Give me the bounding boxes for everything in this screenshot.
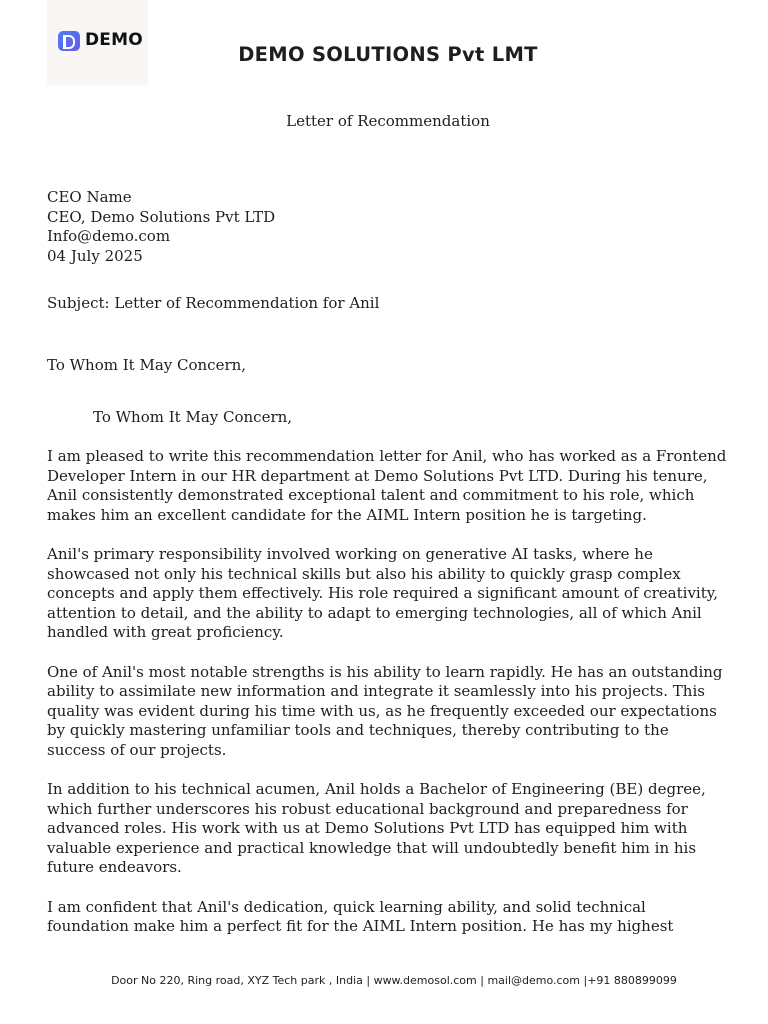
sender-block	[47, 188, 727, 266]
letter-body	[47, 447, 727, 957]
company-name: DEMO SOLUTIONS Pvt LMT	[238, 43, 538, 66]
body-paragraph: In addition to his technical acumen, Anil holds a Bachelor of Engineering (BE) degree, which further underscores his robust educational background and preparedness for advanced roles. His work with us at Demo Solutions Pvt LTD has equipped him with valuable experience and practical knowledge that will undoubtedly benefit him in his future endeavors.	[47, 780, 706, 877]
body-paragraph: I am pleased to write this recommendation letter for Anil, who has worked as a Frontend Developer Intern in our HR department at Demo Solutions Pvt LTD. During his tenure, Anil consistently demonstrated exceptional talent and commitment to his role, which makes him an excellent candidate for the AIML Intern position he is targeting.	[47, 447, 727, 524]
body-paragraph: One of Anil's most notable strengths is his ability to learn rapidly. He has an outstanding ability to assimilate new information and integrate it seamlessly into his projects. This quality was evident during his time with us, as he frequently exceeded our expectations by quickly mastering unfamiliar tools and techniques, thereby contributing to the success of our projects.	[47, 662, 723, 759]
logo-text: DEMO	[85, 30, 143, 50]
letter-subject: Subject: Letter of Recommendation for Anil	[47, 294, 380, 312]
sender-name: CEO Name	[47, 188, 132, 206]
salutation: To Whom It May Concern,	[47, 356, 247, 374]
body-paragraph: I am confident that Anil's dedication, quick learning ability, and solid technical foundation make him a perfect fit for the AIML Intern position. He has my highest	[47, 897, 674, 936]
sender-position: CEO, Demo Solutions Pvt LTD	[47, 207, 276, 226]
salutation-indented: To Whom It May Concern,	[93, 408, 293, 426]
sender-email: Info@demo.com	[47, 227, 171, 246]
page-footer: Door No 220, Ring road, XYZ Tech park , India | www.demosol.com | mail@demo.com |+91 880899099	[111, 974, 677, 987]
letter-date: 04 July 2025	[47, 246, 143, 265]
body-paragraph: Anil's primary responsibility involved working on generative AI tasks, where he showcased not only his technical skills but also his ability to quickly grasp complex concepts and apply them effectively. His role required a significant amount of creativity, attention to detail, and the ability to adapt to emerging technologies, all of which Anil handled with great proficiency.	[47, 544, 719, 642]
document-title: Letter of Recommendation	[286, 112, 490, 130]
